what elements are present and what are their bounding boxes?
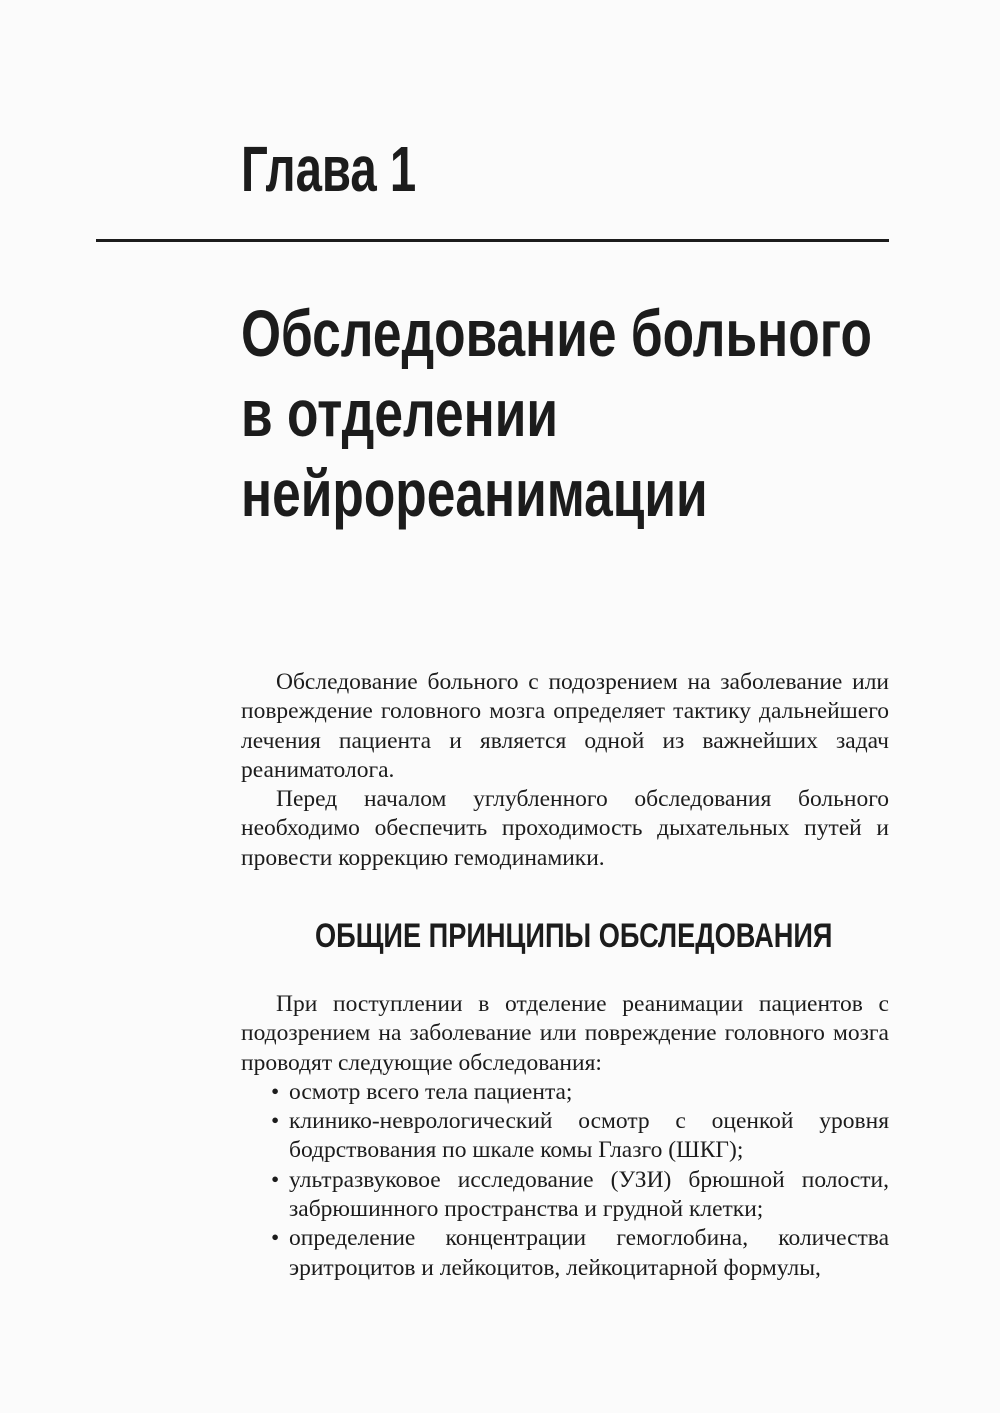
section-heading: ОБЩИЕ ПРИНЦИПЫ ОБСЛЕДОВАНИЯ (315, 917, 833, 955)
chapter-title-line: нейрореанимации (241, 456, 708, 530)
list-item (241, 1107, 889, 1166)
list-item-text: ультразвуковое исследование (УЗИ) брюшной полости, забрюшинного пространства и грудной клетки; (289, 1166, 889, 1223)
list-item (241, 1224, 889, 1283)
section-lead-paragraph: При поступлении в отделение реанимации пациентов с подозрением на заболевание или повреждение головного мозга проводят следующие обследования: (241, 991, 889, 1076)
chapter-label: Глава 1 (241, 133, 417, 205)
section-body (241, 990, 889, 1283)
chapter-title (241, 293, 872, 533)
bullet-icon: • (271, 1225, 280, 1252)
list-item-text: определение концентрации гемоглобина, количества эритроцитов и лейкоцитов, лейкоцитарной формулы, (289, 1225, 889, 1281)
chapter-title-line: в отделении (241, 376, 559, 450)
intro-paragraph: Перед началом углубленного обследования больного необходимо обеспечить проходимость дыхательных путей и провести коррекцию гемодинамики. (241, 786, 889, 871)
chapter-title-line: Обследование больного (241, 296, 872, 370)
chapter-divider (96, 239, 889, 242)
list-item (241, 1078, 889, 1107)
bullet-icon: • (271, 1078, 280, 1105)
list-item (241, 1166, 889, 1225)
list-item-text: клинико-неврологический осмотр с оценкой уровня бодрствования по шкале комы Глазго (ШКГ); (289, 1108, 889, 1164)
bullet-icon: • (271, 1108, 280, 1135)
list-item-text: осмотр всего тела пациента; (289, 1078, 573, 1105)
intro-text (241, 668, 889, 873)
examination-list (241, 1078, 889, 1283)
intro-paragraph: Обследование больного с подозрением на заболевание или повреждение головного мозга определяет тактику дальнейшего лечения пациента и является одной из важнейших задач реаниматолога. (241, 669, 889, 783)
bullet-icon: • (271, 1166, 280, 1193)
